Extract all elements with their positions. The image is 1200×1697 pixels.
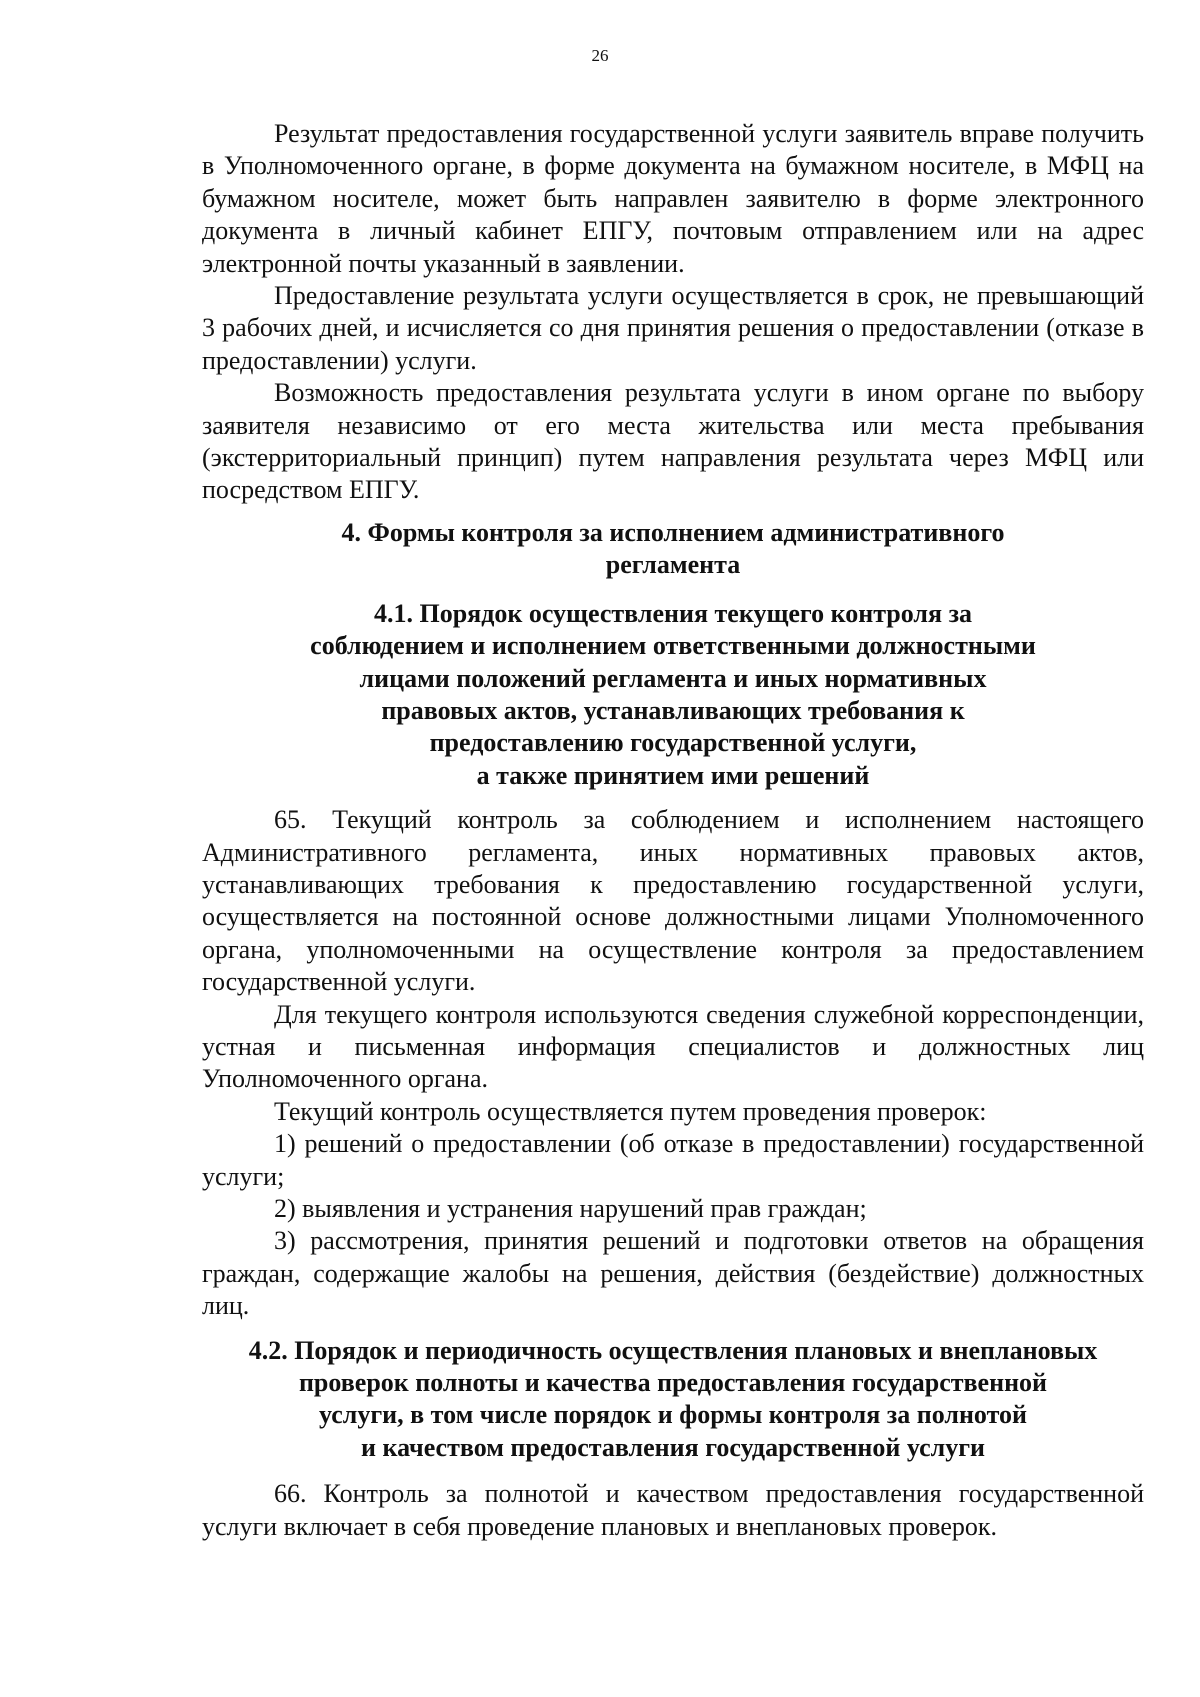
heading-line: лицами положений регламента и иных нормативных <box>359 663 987 693</box>
list-item-2: 2) выявления и устранения нарушений прав граждан; <box>274 1194 867 1223</box>
section-4-1-heading <box>202 598 1144 792</box>
heading-line: 4. Формы контроля за исполнением административного <box>341 517 1005 547</box>
paragraph-result-delivery: Результат предоставления государственной услуги заявитель вправе получить в Уполномоченного органе, в форме документа на бумажном носителе, в МФЦ на бумажном носителе, может быть направлен заявителю в форме электронного документа в личный кабинет ЕПГУ, почтовым отправлением или на адрес электронной почты указанный в заявлении. <box>202 119 1144 278</box>
paragraph-66: 66. Контроль за полнотой и качеством предоставления государственной услуги включает в себя проведение плановых и внеплановых проверок. <box>202 1479 1144 1541</box>
heading-line: 4.2. Порядок и периодичность осуществления плановых и внеплановых <box>248 1335 1098 1365</box>
paragraph-65: 65. Текущий контроль за соблюдением и исполнением настоящего Административного регламента, иных нормативных правовых актов, устанавливающих требования к предоставлению государственной услуги, осуществляется на постоянной основе должностными лицами Уполномоченного органа, уполномоченными на осуществление контроля за предоставлением государственной услуги. <box>202 805 1144 997</box>
list-item-3: 3) рассмотрения, принятия решений и подготовки ответов на обращения граждан, содержащие жалобы на решения, действия (бездействие) должностных лиц. <box>202 1226 1144 1321</box>
section-4-heading <box>202 517 1144 582</box>
paragraph-extraterritorial: Возможность предоставления результата услуги в ином органе по выбору заявителя независимо от его места жительства или места пребывания (экстерриториальный принцип) путем направления результата через МФЦ или посредством ЕПГУ. <box>202 378 1144 505</box>
heading-line: и качеством предоставления государственной услуги <box>361 1432 985 1462</box>
document-body <box>202 118 1144 1543</box>
page-number: 26 <box>591 46 609 65</box>
heading-line: предоставлению государственной услуги, <box>429 728 917 758</box>
heading-line: а также принятием ими решений <box>476 760 870 790</box>
paragraph-current-control-sources: Для текущего контроля используются сведения служебной корреспонденции, устная и письменная информация специалистов и должностных лиц Уполномоченного органа. <box>202 999 1144 1094</box>
list-item-1: 1) решений о предоставлении (об отказе в предоставлении) государственной услуги; <box>202 1129 1144 1191</box>
heading-line: правовых актов, устанавливающих требования к <box>381 695 965 725</box>
section-4-2-heading <box>202 1335 1144 1465</box>
heading-line: услуги, в том числе порядок и формы контроля за полнотой <box>319 1400 1027 1430</box>
paragraph-current-control-checks: Текущий контроль осуществляется путем проведения проверок: <box>274 1096 987 1126</box>
heading-line: проверок полноты и качества предоставления государственной <box>298 1368 1048 1398</box>
heading-line: регламента <box>605 550 741 580</box>
heading-line: 4.1. Порядок осуществления текущего контроля за <box>373 598 973 628</box>
heading-line: соблюдением и исполнением ответственными должностными <box>310 631 1036 661</box>
paragraph-result-deadline: Предоставление результата услуги осуществляется в срок, не превышающий 3 рабочих дней, и исчисляется со дня принятия решения о предоставлении (отказе в предоставлении) услуги. <box>202 281 1144 375</box>
